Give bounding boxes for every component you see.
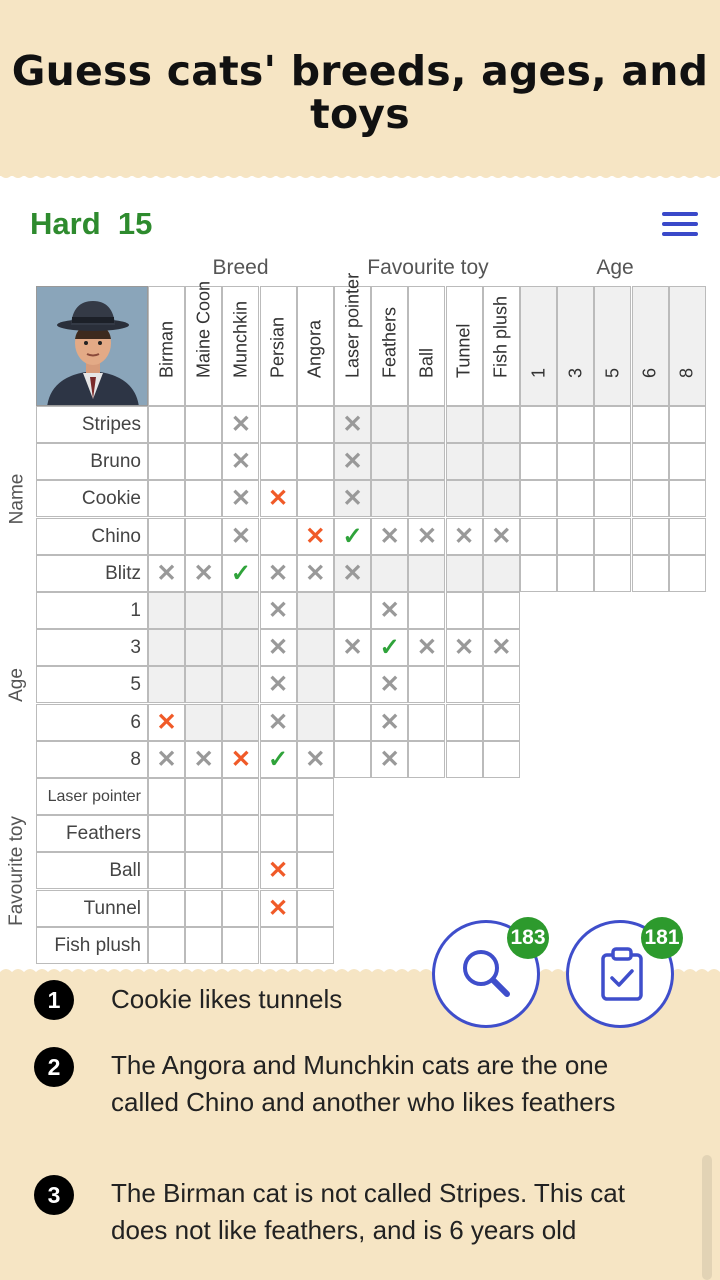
column-header-label: Persian [267,316,288,378]
grid-cell[interactable] [185,852,222,889]
grid-cell[interactable] [185,890,222,927]
cross-icon: ✕ [454,634,475,662]
grid-cell[interactable] [669,406,706,443]
cross-icon: ✕ [342,485,363,513]
grid-cell[interactable] [483,518,520,555]
grid-cell[interactable] [297,480,334,517]
grid-cell[interactable] [260,852,297,889]
grid-cell[interactable] [408,555,445,592]
grid-cell[interactable] [185,778,222,815]
grid-cell[interactable] [334,518,371,555]
check-icon: ✓ [379,634,400,662]
detective-avatar [36,286,148,406]
row-header: 5 [36,666,148,703]
grid-cell[interactable] [148,443,185,480]
grid-cell[interactable] [297,555,334,592]
row-header: Laser pointer [36,778,148,815]
red-cross-icon: ✕ [268,894,289,922]
red-cross-icon: ✕ [305,522,326,550]
row-header: 3 [36,629,148,666]
column-header [222,286,259,406]
grid-cell[interactable] [148,406,185,443]
column-header [632,286,669,406]
grid-cell[interactable] [297,890,334,927]
grid-cell[interactable] [260,741,297,778]
grid-cell[interactable] [297,927,334,964]
grid-cell[interactable] [260,890,297,927]
cross-icon: ✕ [230,522,251,550]
grid-cell[interactable] [148,778,185,815]
column-header [483,286,520,406]
grid-cell[interactable] [260,518,297,555]
grid-cell[interactable] [185,406,222,443]
clue-text: Cookie likes tunnels [111,984,343,1014]
row-header: 8 [36,741,148,778]
grid-cell[interactable] [334,555,371,592]
grid-cell[interactable] [222,815,259,852]
banner-edge [0,171,720,181]
grid-cell[interactable] [148,629,185,666]
grid-cell[interactable] [446,592,483,629]
column-header-label: Tunnel [453,323,474,378]
cross-icon: ✕ [379,597,400,624]
grid-cell[interactable] [371,443,408,480]
group-label-breed: Breed [212,256,269,279]
cross-icon: ✕ [230,485,251,513]
check-icon: ✓ [230,559,251,587]
red-cross-icon: ✕ [156,708,177,736]
column-header-label: 1 [528,367,548,378]
grid-cell[interactable] [408,406,445,443]
grid-cell[interactable] [222,927,259,964]
grid-cell[interactable] [185,555,222,592]
grid-cell[interactable] [334,480,371,517]
grid-cell[interactable] [557,406,594,443]
grid-cell[interactable] [260,704,297,741]
clue-number: 1 [34,980,74,1020]
grid-cell[interactable] [260,927,297,964]
grid-cell[interactable] [632,406,669,443]
column-header-label: Laser pointer [342,272,362,378]
page-title: Guess cats' breeds, ages, and toys [11,47,709,138]
clue-text: The Birman cat is not called Stripes. This cat does not like feathers, and is 6 years old [111,1178,625,1245]
grid-cell[interactable] [185,443,222,480]
cross-icon: ✕ [342,634,363,662]
grid-cell[interactable] [148,815,185,852]
grid-cell[interactable] [483,406,520,443]
cross-icon: ✕ [156,745,177,773]
grid-cell[interactable] [371,741,408,778]
grid-cell[interactable] [297,778,334,815]
grid-cell[interactable] [446,443,483,480]
grid-cell[interactable] [371,666,408,703]
cross-icon: ✕ [379,522,400,550]
grid-cell[interactable] [222,704,259,741]
grid-cell[interactable] [222,741,259,778]
grid-cell[interactable] [371,480,408,517]
grid-cell[interactable] [334,406,371,443]
cross-icon: ✕ [342,559,363,587]
grid-cell[interactable] [222,443,259,480]
cross-icon: ✕ [491,522,512,550]
grid-cell[interactable] [185,704,222,741]
grid-cell[interactable] [557,518,594,555]
grid-cell[interactable] [408,443,445,480]
grid-cell[interactable] [446,518,483,555]
cross-icon: ✕ [268,559,289,587]
grid-cell[interactable] [594,518,631,555]
grid-cell[interactable] [483,704,520,741]
row-header: Blitz [36,555,148,592]
grid-cell[interactable] [334,666,371,703]
row-header: Chino [36,518,148,555]
row-header: Bruno [36,443,148,480]
grid-cell[interactable] [297,852,334,889]
column-header [594,286,631,406]
grid-cell[interactable] [557,480,594,517]
column-header [297,286,334,406]
grid-cell[interactable] [148,592,185,629]
grid-cell[interactable] [260,629,297,666]
grid-cell[interactable] [334,592,371,629]
grid-cell[interactable] [632,518,669,555]
grid-cell[interactable] [371,518,408,555]
grid-cell[interactable] [260,778,297,815]
cross-icon: ✕ [268,597,289,624]
red-cross-icon: ✕ [230,745,251,773]
grid-cell[interactable] [483,555,520,592]
hint-count-badge: 183 [507,917,549,959]
grid-cell[interactable] [297,406,334,443]
grid-cell[interactable] [260,592,297,629]
column-header [446,286,483,406]
grid-cell[interactable] [148,852,185,889]
grid-cell[interactable] [148,555,185,592]
clue-number: 2 [34,1047,74,1087]
check-icon: ✓ [342,522,363,550]
grid-cell[interactable] [297,443,334,480]
grid-cell[interactable] [260,443,297,480]
grid-cell[interactable] [371,629,408,666]
grid-cell[interactable] [297,518,334,555]
cross-icon: ✕ [193,745,214,773]
cross-icon: ✕ [193,559,214,587]
grid-cell[interactable] [185,815,222,852]
column-header [669,286,706,406]
grid-cell[interactable] [222,629,259,666]
cross-icon: ✕ [268,708,289,736]
group-label-toy: Favourite toy [367,256,489,279]
cross-icon: ✕ [268,671,289,699]
grid-cell[interactable] [520,555,557,592]
grid-cell[interactable] [520,406,557,443]
grid-cell[interactable] [222,555,259,592]
grid-cell[interactable] [483,741,520,778]
red-cross-icon: ✕ [268,857,289,885]
row-header: Feathers [36,815,148,852]
cross-icon: ✕ [305,745,326,773]
grid-cell[interactable] [669,480,706,517]
row-header: Stripes [36,406,148,443]
cross-icon: ✕ [342,411,363,438]
row-header: Ball [36,852,148,889]
grid-cell[interactable] [557,443,594,480]
grid-cell[interactable] [148,518,185,555]
clue-number: 3 [34,1175,74,1215]
grid-cell[interactable] [408,592,445,629]
cross-icon: ✕ [342,448,363,476]
cross-icon: ✕ [379,671,400,699]
grid-cell[interactable] [185,927,222,964]
column-header-label: Fish plush [490,295,511,378]
row-header: Fish plush [36,927,148,964]
grid-cell[interactable] [297,592,334,629]
grid-cell[interactable] [483,666,520,703]
column-header-label: Feathers [379,306,400,378]
grid-cell[interactable] [669,555,706,592]
grid-cell[interactable] [669,443,706,480]
column-header-label: 5 [602,367,623,378]
grid-cell[interactable] [446,480,483,517]
grid-cell[interactable] [446,704,483,741]
cross-icon: ✕ [230,448,251,476]
grid-cell[interactable] [371,592,408,629]
clues-scrollbar[interactable] [702,1155,712,1280]
cross-icon: ✕ [230,411,251,438]
grid-cell[interactable] [334,741,371,778]
column-header-label: 8 [676,367,697,378]
grid-cell[interactable] [446,555,483,592]
grid-cell[interactable] [594,480,631,517]
column-header-label: 6 [639,367,660,378]
grid-cell[interactable] [222,778,259,815]
grid-cell[interactable] [632,443,669,480]
grid-cell[interactable] [520,480,557,517]
grid-cell[interactable] [632,480,669,517]
grid-cell[interactable] [185,518,222,555]
column-header [334,272,371,406]
column-header-label: Maine Coon [193,280,214,378]
column-header [557,286,594,406]
grid-cell[interactable] [408,480,445,517]
column-header-label: Birman [156,320,176,378]
grid-cell[interactable] [222,890,259,927]
grid-cell[interactable] [632,555,669,592]
hint-button[interactable] [432,920,546,1028]
red-cross-icon: ✕ [268,485,289,513]
cross-icon: ✕ [416,522,437,550]
grid-cell[interactable] [594,406,631,443]
grid-cell[interactable] [185,480,222,517]
check-count-badge: 181 [641,917,683,959]
clue-text: The Angora and Munchkin cats are the one called Chino and another who likes feathers [111,1050,616,1117]
grid-cell[interactable] [371,555,408,592]
side-label-age: Age [6,667,27,702]
grid-cell[interactable] [483,592,520,629]
level-label: Hard 15 [30,206,153,241]
group-label-age: Age [596,256,634,279]
cross-icon: ✕ [156,559,177,587]
grid-cell[interactable] [260,480,297,517]
grid-cell[interactable] [408,629,445,666]
grid-cell[interactable] [557,555,594,592]
column-header-label: Angora [304,319,325,378]
row-header: 1 [36,592,148,629]
row-header: Cookie [36,480,148,517]
grid-cell[interactable] [483,480,520,517]
column-header-label: Munchkin [230,300,251,378]
cross-icon: ✕ [379,708,400,736]
grid-cell[interactable] [408,666,445,703]
side-label-name: Name [6,473,27,524]
column-header [185,280,222,406]
grid-cell[interactable] [446,741,483,778]
grid-cell[interactable] [260,666,297,703]
grid-cell[interactable] [408,518,445,555]
column-header [148,286,185,406]
grid-cell[interactable] [334,629,371,666]
side-label-toy: Favourite toy [6,815,28,926]
grid-cell[interactable] [446,406,483,443]
grid-cell[interactable] [148,704,185,741]
grid-cell[interactable] [446,629,483,666]
grid-cell[interactable] [334,704,371,741]
grid-cell[interactable] [222,852,259,889]
grid-cell[interactable] [446,666,483,703]
grid-cell[interactable] [260,555,297,592]
column-header [260,286,297,406]
column-header-label: Ball [416,347,437,378]
grid-cell[interactable] [371,406,408,443]
cross-icon: ✕ [305,559,326,587]
check-button[interactable] [566,920,680,1028]
grid-cell[interactable] [148,666,185,703]
grid-cell[interactable] [594,443,631,480]
grid-cell[interactable] [669,518,706,555]
grid-cell[interactable] [185,741,222,778]
grid-cell[interactable] [408,704,445,741]
grid-cell[interactable] [222,666,259,703]
grid-cell[interactable] [222,406,259,443]
column-header-label: 3 [565,367,586,378]
grid-cell[interactable] [148,480,185,517]
grid-cell[interactable] [297,815,334,852]
grid-cell[interactable] [297,666,334,703]
grid-cell[interactable] [185,592,222,629]
cross-icon: ✕ [454,522,475,550]
grid-cell[interactable] [297,704,334,741]
column-header [371,286,408,406]
grid-cell[interactable] [520,443,557,480]
column-header [520,286,557,406]
row-header: Tunnel [36,890,148,927]
grid-cell[interactable] [371,704,408,741]
grid-cell[interactable] [185,666,222,703]
grid-cell[interactable] [222,518,259,555]
grid-cell[interactable] [185,629,222,666]
grid-cell[interactable] [222,480,259,517]
grid-cell[interactable] [334,443,371,480]
grid-cell[interactable] [483,629,520,666]
grid-cell[interactable] [594,555,631,592]
cross-icon: ✕ [379,745,400,773]
grid-cell[interactable] [520,518,557,555]
grid-cell[interactable] [260,406,297,443]
grid-cell[interactable] [483,443,520,480]
grid-cell[interactable] [148,741,185,778]
grid-cell[interactable] [222,592,259,629]
grid-cell[interactable] [408,741,445,778]
check-icon: ✓ [268,745,289,773]
cross-icon: ✕ [491,634,512,662]
column-header [408,286,445,406]
row-header: 6 [36,704,148,741]
grid-cell[interactable] [260,815,297,852]
cross-icon: ✕ [416,634,437,662]
cross-icon: ✕ [268,634,289,662]
title-banner [0,0,720,176]
grid-cell[interactable] [148,890,185,927]
grid-cell[interactable] [297,629,334,666]
hamburger-menu-icon[interactable] [660,210,700,238]
grid-cell[interactable] [148,927,185,964]
grid-cell[interactable] [297,741,334,778]
